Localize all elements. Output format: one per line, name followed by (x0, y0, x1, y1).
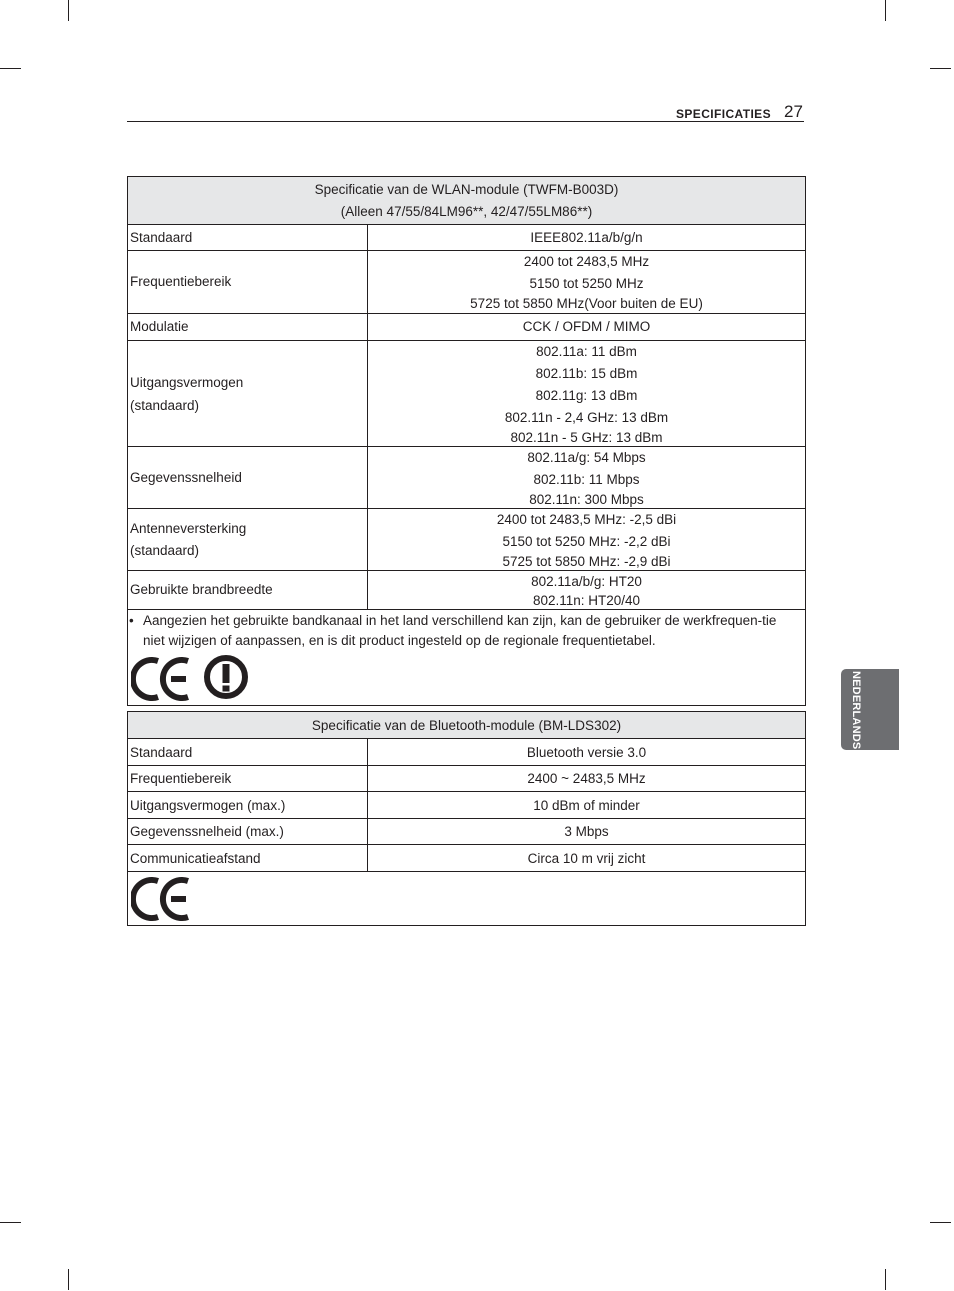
row-value: IEEE802.11a/b/g/n (368, 225, 806, 251)
row-label: Gegevenssnelheid (128, 447, 368, 509)
compliance-marks (128, 872, 805, 925)
running-header-section: SPECIFICATIES (676, 107, 771, 121)
wlan-table-title (128, 177, 806, 225)
row-value: Circa 10 m vrij zicht (368, 845, 806, 872)
row-label: Gebruikte brandbreedte (128, 571, 368, 610)
ce-mark-icon (131, 877, 193, 921)
row-label: Frequentiebereik (128, 251, 368, 314)
table-row (128, 509, 806, 571)
crop-mark (885, 1269, 886, 1290)
page-number: 27 (784, 102, 803, 121)
bluetooth-table-title: Specificatie van de Bluetooth-module (BM-LDS302) (128, 712, 806, 739)
crop-mark (885, 0, 886, 21)
wlan-note-cell (128, 610, 806, 706)
table-row (128, 739, 806, 766)
crop-mark (0, 68, 21, 69)
table-row (128, 845, 806, 872)
row-value: 10 dBm of minder (368, 792, 806, 819)
note-bullet: • (129, 613, 134, 628)
header-rule (127, 121, 804, 122)
row-value: 2400 ~ 2483,5 MHz (368, 766, 806, 792)
crop-mark (930, 1222, 951, 1223)
alert-mark-icon (203, 654, 249, 700)
table-row (128, 819, 806, 845)
language-tab-label: NEDERLANDS (850, 671, 862, 750)
row-label: Communicatieafstand (128, 845, 368, 872)
row-label: Standaard (128, 739, 368, 766)
row-value: 2400 tot 2483,5 MHz 5150 tot 5250 MHz 5725 tot 5850 MHz(Voor buiten de EU) (368, 251, 806, 314)
table-row (128, 251, 806, 314)
row-label: Modulatie (128, 314, 368, 341)
crop-mark (930, 68, 951, 69)
note-text: Aangezien het gebruikte bandkanaal in het land verschillend kan zijn, kan de gebruiker de werkfrequen-tie niet wijzigen of aanpassen, en is dit product ingesteld op de regionale frequentietabel. (143, 613, 777, 648)
row-label: Antenneversterking (standaard) (128, 509, 368, 571)
table-row (128, 341, 806, 447)
row-value: 802.11a/b/g: HT20 802.11n: HT20/40 (368, 571, 806, 610)
table-row (128, 447, 806, 509)
table-row (128, 314, 806, 341)
wlan-title-line: (Alleen 47/55/84LM96**, 42/47/55LM86**) (340, 203, 593, 219)
row-value: CCK / OFDM / MIMO (368, 314, 806, 341)
bluetooth-marks-cell (128, 872, 806, 926)
table-row (128, 571, 806, 610)
row-value: Bluetooth versie 3.0 (368, 739, 806, 766)
wlan-spec-table (127, 176, 806, 706)
compliance-marks (128, 651, 805, 705)
row-label: Gegevenssnelheid (max.) (128, 819, 368, 845)
row-label: Frequentiebereik (128, 766, 368, 792)
bluetooth-spec-table (127, 711, 806, 926)
ce-mark-icon (131, 657, 193, 701)
row-label: Standaard (128, 225, 368, 251)
row-label: Uitgangsvermogen (standaard) (128, 341, 368, 447)
row-value: 802.11a/g: 54 Mbps 802.11b: 11 Mbps 802.11n: 300 Mbps (368, 447, 806, 509)
table-row (128, 766, 806, 792)
crop-mark (68, 0, 69, 21)
row-label: Uitgangsvermogen (max.) (128, 792, 368, 819)
row-value: 3 Mbps (368, 819, 806, 845)
wlan-note (128, 611, 805, 651)
wlan-title-line: Specificatie van de WLAN-module (TWFM-B003D) (314, 181, 619, 197)
crop-mark (68, 1269, 69, 1290)
row-value: 802.11a: 11 dBm 802.11b: 15 dBm 802.11g: 13 dBm 802.11n - 2,4 GHz: 13 dBm 802.11n - 5 GHz: 13 dBm (368, 341, 806, 447)
table-row (128, 792, 806, 819)
table-row (128, 225, 806, 251)
row-value: 2400 tot 2483,5 MHz: -2,5 dBi 5150 tot 5250 MHz: -2,2 dBi 5725 tot 5850 MHz: -2,9 dBi (368, 509, 806, 571)
crop-mark (0, 1222, 21, 1223)
